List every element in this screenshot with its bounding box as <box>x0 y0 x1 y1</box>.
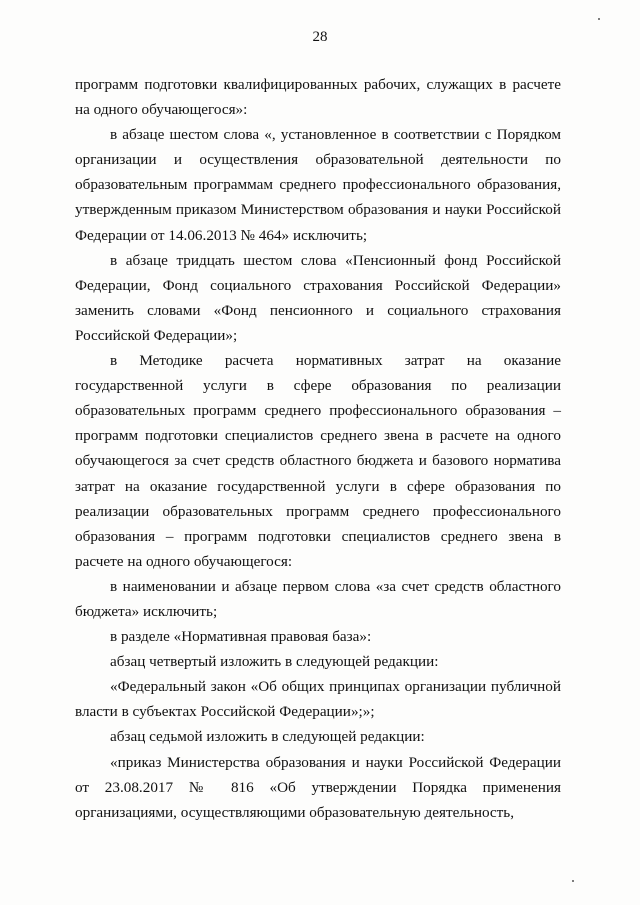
paragraph: в абзаце тридцать шестом слова «Пенсионный фонд Российской Федерации, Фонд социального страхования Российской Федерации» заменить словами «Фонд пенсионного и социального страхования Российской Федерации»; <box>75 251 561 344</box>
paragraph: в разделе «Нормативная правовая база»: <box>110 628 372 646</box>
paragraph: в Методике расчета нормативных затрат на оказание государственной услуги в сфере образования по реализации образовательных программ среднего профессионального образования – программ подготовки специалистов среднего звена в расчете на одного обучающегося за счет средств областного бюджета и базового норматива затрат на оказание государственной услуги в сфере образования по реализации образовательных программ среднего профессионального образования – программ подготовки специалистов среднего звена в расчете на одного обучающегося: <box>75 352 561 570</box>
scan-speck <box>572 880 574 882</box>
paragraph: в наименовании и абзаце первом слова «за счет средств областного бюджета» исключить; <box>75 577 561 620</box>
paragraph: «Федеральный закон «Об общих принципах организации публичной власти в субъектах Российской Федерации»;»; <box>75 678 561 721</box>
paragraph: абзац седьмой изложить в следующей редакции: <box>110 728 425 746</box>
paragraph: программ подготовки квалифицированных рабочих, служащих в расчете на одного обучающегося»: <box>75 76 561 119</box>
paragraph: абзац четвертый изложить в следующей редакции: <box>110 653 439 671</box>
document-body <box>75 72 561 825</box>
page-number: 28 <box>312 29 328 45</box>
paragraph: в абзаце шестом слова «, установленное в соответствии с Порядком организации и осуществления образовательной деятельности по образовательным программам среднего профессионального образования, утвержденным приказом Министерством образования и науки Российской Федерации от 14.06.2013 № 464» исключить; <box>75 126 561 244</box>
paragraph: «приказ Министерства образования и науки Российской Федерации от 23.08.2017 № 816 «Об утверждении Порядка применения организациями, осуществляющими образовательную деятельность, <box>75 753 561 821</box>
scan-speck <box>598 18 600 20</box>
